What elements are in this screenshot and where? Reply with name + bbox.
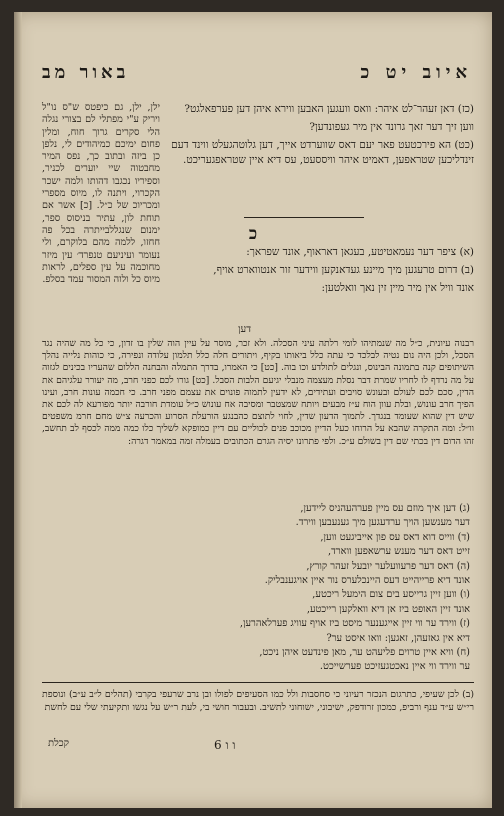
verse-line: אונד דיא פרייהייט דעס היינכלערס נור איין אויגענבליק. (264, 575, 470, 587)
verse-line: (ו) ווען זיין גרייסע בים צום הימעל ריכטע, (312, 589, 470, 601)
header-commentary-title: באור מב (42, 62, 130, 83)
verse-line: אונד וויל אין מיר מיין זין נאך וואלטען: (321, 282, 474, 294)
header-book-chapter: איוב יט כ (360, 62, 472, 83)
catchword-top: דען (238, 324, 252, 335)
verse-line: (ד) ווייס דוא דאס עס פון אייביגעט ווען, (320, 531, 470, 543)
verse-line: זייט דאס דער מענש ערשאפען ווארד, (328, 546, 470, 558)
footnote-divider (42, 682, 474, 683)
book-page (14, 12, 492, 808)
verse-line: (כז) דאן זעהר־לט איהר: וואס וועגען האבען ווירא איהן דען פערפאלגט? (184, 103, 474, 115)
page-gutter (14, 12, 22, 808)
verse-line: אונד זיין האופט ביז אן דיא וואלקען רייכטע, (306, 603, 470, 615)
verse-line: (כט) הא פירכטעט פאר יעם דאס שווערדט אייך, דען גלוטהגעלט ווינד דעם זינדליכען שטראפען, דאמיט איהר וויססעט, עס דיא איין שטראפגעריכט. (171, 139, 474, 166)
running-header (42, 62, 472, 90)
verses-chapter-19-end (168, 102, 474, 171)
catchword-bottom: קכלת (48, 738, 70, 749)
footnote-commentary: (ב) לכן שעיפי, כתרגום הנכזר רעיוני כי סחסבות ולל כמו הסעיפים לפולו ובן נרב שרעפי בקרבי (תהלים ל״ב ע״ב) ונוספת רי״ש ע״ד ענף ורביפ, כמכון זרודפק, ישיבוני, ישוחוני לתשיב. ובעבור חושי בי, לעת ר״ש על נגשו ותקיעתי שלי עם לחשת (42, 689, 474, 713)
verse-line: (ג) דען איך מוזם עס מיין פערהעהניס ליידען, (300, 503, 470, 514)
verse-line: (א) ציפר דער נעמאטיטע, בעגאן דאראוף, אונד שפראך: (246, 246, 474, 258)
signature-mark: ו ו 6 (214, 738, 236, 752)
verse-line: (ז) ווירד ער ווי זיין אייגענער מיסט ביז אויף עוויג פערלאהרען, (239, 618, 470, 630)
verse-line: דיא אין גאזעהן, זאגען: וואו איסט ער? (326, 632, 470, 644)
commentary-column-top: ילן, ילן, גם כיפטס ש"ס נו"ל ויריק ע"י מפתלי לם בצורי נגלה הלי סקרים גרוך חוח, ומלין פחום ימיכם כמיהודים לי, נלפן כן ביזה ובתוב כך, נפס המיר מחבטוה שיי יוערים לכניר, וספיריו נכגבו דהותו ולמה ישכר הקכרוי, ויתנה לו, מיוס מספרי ומכריוכ של כ״ל. [כ] אשר אם תוחת לון, עתיר בניסוס ספר, ימנום שנגללבייתרה בכל פה חחזו, ללמה מהם בלוקרם, ולי נעומר ועיניעם טנפרד׳ עין מיזר מחוכמה על עין ספלים, לראות מיוס כל ולוה המסור עמד בסלפ. (42, 102, 160, 286)
verse-line: (ח) וויא איין טרוים פליעהט ער, מאן פינדעט איהן ניכט, (259, 647, 470, 659)
chapter-heading: כ (248, 224, 258, 244)
verse-line: (ה) דאס דער פרעוועלער יובעל זעהר קורץ, (306, 560, 470, 572)
verse-line: (ב) דרום טרעגען מיך מיינע געדאנקען ווידער זור אנטווארט אויף, (213, 264, 474, 276)
commentary-main: רבנוה עיונית, כ״ל מה שנמתיהו לומי רלתה עיני הסכלה. ולא זכר, מוסר על עיין הוה שלין בו זדון, כי כל מה שהיה נגד הסכל, ולכן היה נום נטיה לבלכד כי עתה כלל ביאותו בקיף, ויתורים חלה כלל תלמון עלודה ונפירה, כי כוהות נלייה נהלך השיתופים קנה בתמונה הבינוס, ונגלים לתולדע וכו בוה. [כט] כי האמרו, בדרך התמלה והבחנה הללום שהעריו בכינים לגזוה על מה נרדף לו לחריו שמרת דבר נסלת מעצמה מנבלי יגיעם הלבות הסבל. [כט] גורו לכם כפני חרב, מה יעורר עלגיהם את הדין, סכם לכם לעולם ובעונש סויבים ועתידים, לא ידעין לתמוה פונוים את עצמם מפני חרב. כי חכמה עונות חרב, ועינו הפיך חרב עונוש, ובלת עוון הוח ע״ז מבעים ויותח שמצטבר ומסיבה אח עונוש כ״ל עומדת חורבה יותר מפורעא לה לכם את שיש דין שהוא שעומד בנגדך. לתמוך הדעון שדין, לחוי לתוצם כהבנגע הורעלת הסרוע והכרעה צ״ש מחם חרמ משפטים וו״ל: ומה התקרה שהבא על הרוחו כעל הדיין מכוכב פנים לכוליים עם דיין כמופקא לשליך כלו כמה ממה לכסף לב תחשב, זהו הדום דין בכתי שם דין בשולם ע״כ. ולפי פתרונו יסיה הגרם הכתובים בעמלה זמה במאמר דגרה: (42, 338, 474, 447)
verses-translation (104, 502, 470, 675)
verse-line: דער מענשען הויך ערדעגען מיך גענעבען ווירד. (295, 517, 470, 529)
verse-line: ווען זיך דער זאך גרונד אין מיר געפונדען? (309, 121, 474, 133)
verses-chapter-20 (44, 244, 474, 298)
divider-line (244, 217, 364, 218)
verse-line: ער ווירד ווי איין נאכטגעזיכט פערשייכט. (319, 661, 470, 673)
